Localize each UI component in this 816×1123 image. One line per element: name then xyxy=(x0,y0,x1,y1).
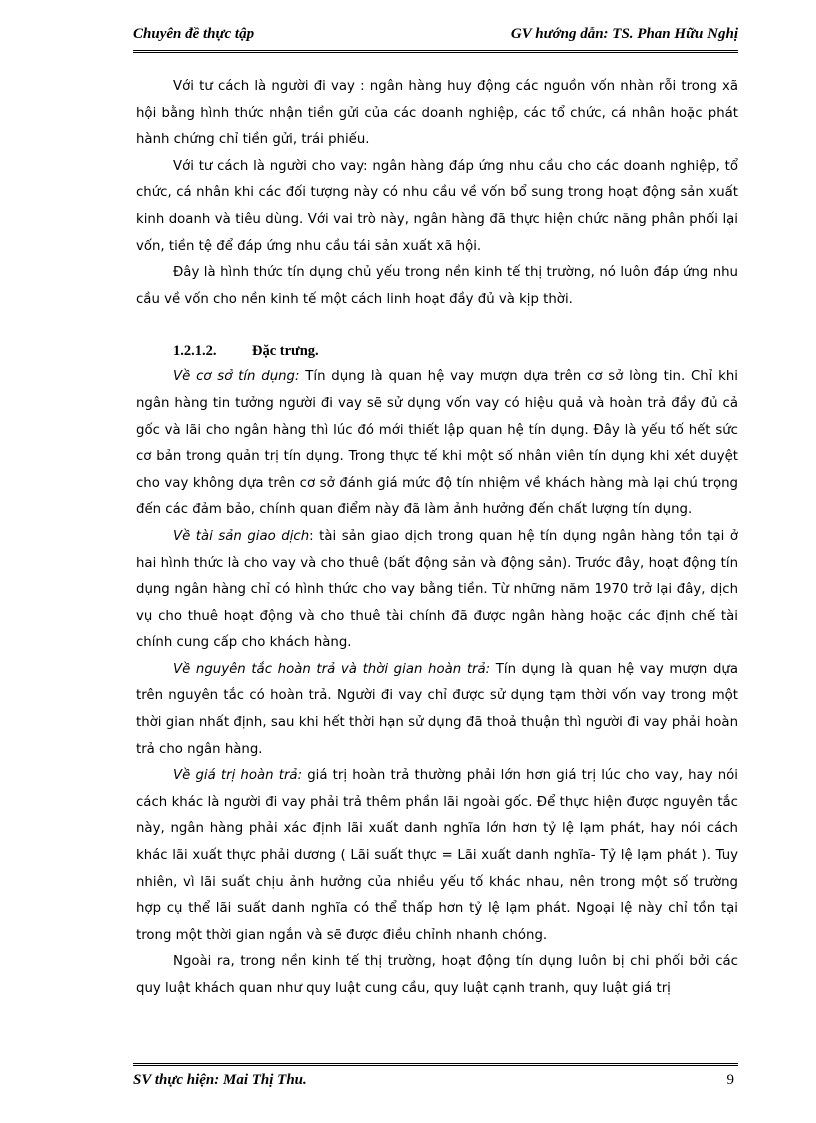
paragraph-transaction-assets xyxy=(136,524,738,657)
paragraph-lead: Về nguyên tắc hoàn trả và thời gian hoàn trả: xyxy=(173,661,491,677)
paragraph-lead: Về tài sản giao dịch xyxy=(173,528,310,544)
paragraph-main-credit-form: Đây là hình thức tín dụng chủ yếu trong nền kinh tế thị trường, nó luôn đáp ứng nhu cầu về vốn cho nền kinh tế một cách linh hoạt đầy đủ và kịp thời. xyxy=(136,265,738,307)
page-header xyxy=(133,24,738,53)
header-document-title: Chuyên đề thực tập xyxy=(133,26,255,42)
paragraph-text: Tín dụng là quan hệ vay mượn dựa trên cơ sở lòng tin. Chỉ khi ngân hàng tin tưởng người đi vay sẽ sử dụng vốn vay có hiệu quả và hoàn trả đầy đủ cả gốc và lãi cho ngân hàng thì lúc đó mới thiết lập quan hệ tín dụng. Đây là yếu tố hết sức cơ bản trong quản trị tín dụng. Trong thực tế khi một số nhân viên tín dụng khi xét duyệt cho vay không dựa trên cơ sở đánh giá mức độ tín nhiệm về khách hàng mà lại chú trọng đến các đảm bảo, chính quan điểm này đã làm ảnh hưởng đến chất lượng tín dụng. xyxy=(136,369,738,518)
paragraph-market-laws: Ngoài ra, trong nền kinh tế thị trường, hoạt động tín dụng luôn bị chi phối bởi các quy luật khách quan như quy luật cung cầu, quy luật cạnh tranh, quy luật giá trị xyxy=(136,954,738,996)
section-title: Đặc trưng. xyxy=(252,343,319,360)
paragraph-lender-role: Với tư cách là người cho vay: ngân hàng đáp ứng nhu cầu cho các doanh nghiệp, tổ chức, cá nhân khi các đối tượng này có nhu cầu về vốn bổ sung trong hoạt động sản xuất kinh doanh và tiêu dùng. Với vai trò này, ngân hàng đã thực hiện chức năng phân phối lại vốn, tiền tệ để đáp ứng nhu cầu tái sản xuất xã hội. xyxy=(136,158,738,254)
page-number: 9 xyxy=(726,1072,734,1088)
footer-author: SV thực hiện: Mai Thị Thu. xyxy=(133,1072,307,1088)
paragraph-lead: Về cơ sở tín dụng: xyxy=(173,369,300,385)
paragraph-repayment-value xyxy=(136,763,738,949)
paragraph-lead: Về giá trị hoàn trả: xyxy=(173,768,303,784)
section-heading xyxy=(136,338,738,364)
spacer xyxy=(136,313,738,338)
paragraph-borrower-role: Với tư cách là người đi vay : ngân hàng huy động các nguồn vốn nhàn rỗi trong xã hội bằng hình thức nhận tiền gửi của các doanh nghiệp, các tổ chức, cá nhân hoặc phát hành chứng chỉ tiền gửi, trái phiếu. xyxy=(136,79,738,148)
paragraph-text: Tín dụng là quan hệ vay mượn dựa trên nguyên tắc có hoàn trả. Người đi vay chỉ được sử dụng tạm thời vốn vay trong một thời gian nhất định, sau khi hết thời hạn sử dụng đã thoả thuận thì người đi vay phải hoàn trả cho ngân hàng. xyxy=(136,661,738,757)
header-advisor: GV hướng dẫn: TS. Phan Hữu Nghị xyxy=(510,26,738,42)
section-number: 1.2.1.2. xyxy=(173,343,217,360)
paragraph-text: : tài sản giao dịch trong quan hệ tín dụng ngân hàng tồn tại ở hai hình thức là cho vay và cho thuê (bất động sản và động sản). Trước đây, hoạt động tín dụng ngân hàng chỉ có hình thức cho vay bằng tiền. Từ những năm 1970 trở lại đây, dịch vụ cho thuê hoạt động và cho thuê tài chính đã được ngân hàng hoặc các định chế tài chính cung cấp cho khách hàng. xyxy=(136,528,738,651)
paragraph-repayment-principle xyxy=(136,657,738,763)
paragraph-text: giá trị hoàn trả thường phải lớn hơn giá trị lúc cho vay, hay nói cách khác là người đi vay phải trả thêm phần lãi ngoài gốc. Để thực hiện được nguyên tắc này, ngân hàng phải xác định lãi xuất danh nghĩa lớn hơn tỷ lệ lạm phát, hay nói cách khác lãi xuất thực phải dương ( Lãi suất thực = Lãi xuất danh nghĩa- Tỷ lệ lạm phát ). Tuy nhiên, vì lãi suất chịu ảnh hưởng của nhiều yếu tố khác nhau, nên trong một số trường hợp cụ thể lãi suất danh nghĩa có thể thấp hơn tỷ lệ lạm phát. Ngoại lệ này chỉ tồn tại trong một thời gian ngắn và sẽ được điều chỉnh nhanh chóng. xyxy=(136,768,738,943)
page-footer xyxy=(133,1063,738,1092)
paragraph-credit-basis xyxy=(136,364,738,524)
page-body xyxy=(136,74,738,1003)
